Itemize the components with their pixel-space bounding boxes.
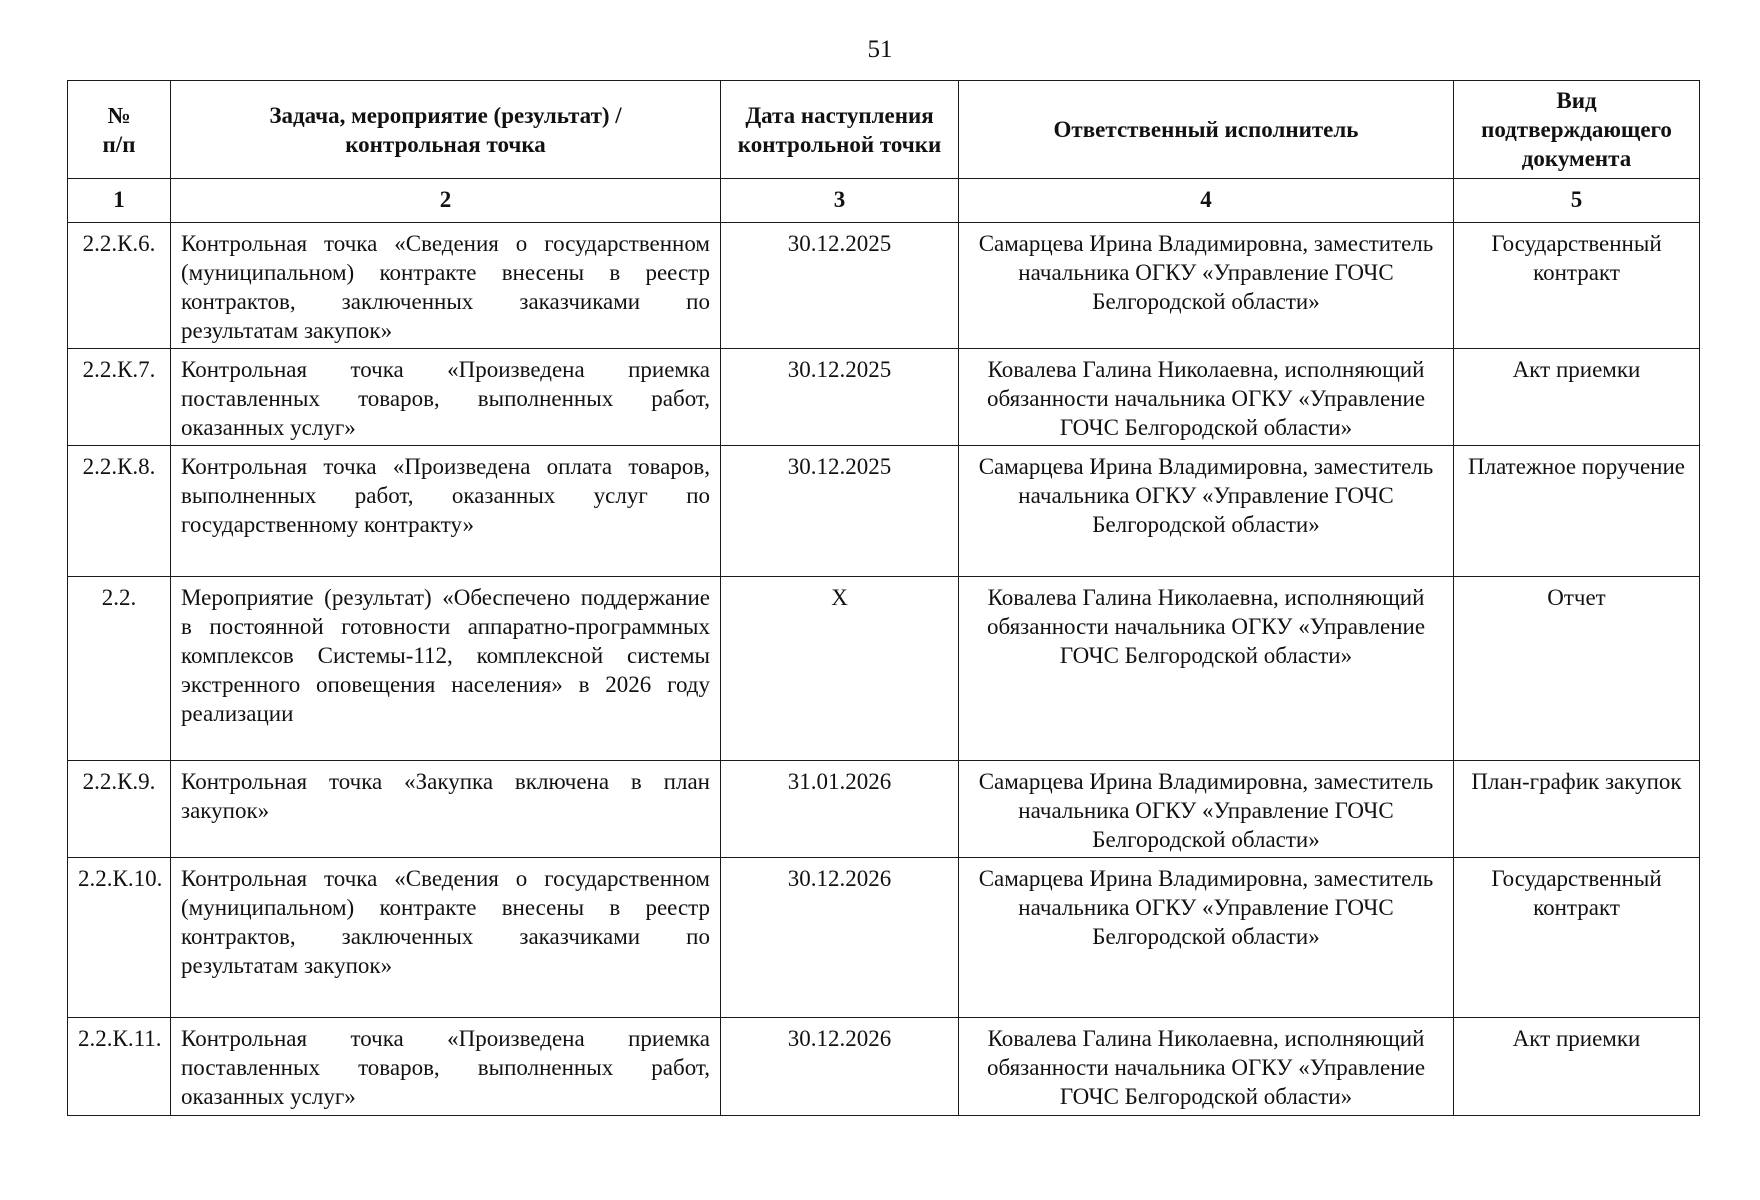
row-task: Мероприятие (результат) «Обеспечено поддержание в постоянной готовности аппаратно-программных комплексов Системы-112, комплексной системы экстренного оповещения населения» в 2026 году реализации: [171, 577, 721, 761]
row-responsible: Ковалева Галина Николаевна, исполняющий обязанности начальника ОГКУ «Управление ГОЧС Белгородской области»: [959, 1018, 1454, 1116]
page-number: 51: [867, 36, 893, 63]
row-date: 30.12.2025: [721, 446, 959, 577]
row-document: Платежное поручение: [1454, 446, 1700, 577]
row-responsible: Ковалева Галина Николаевна, исполняющий обязанности начальника ОГКУ «Управление ГОЧС Белгородской области»: [959, 577, 1454, 761]
row-responsible: Самарцева Ирина Владимировна, заместитель начальника ОГКУ «Управление ГОЧС Белгородской области»: [959, 446, 1454, 577]
header-num-label: № п/п: [102, 102, 136, 157]
header-responsible: [959, 81, 1454, 179]
header-date-label: Дата наступления контрольной точки: [737, 102, 942, 157]
row-document: Государственный контракт: [1454, 858, 1700, 1018]
row-number: 2.2.К.7.: [68, 349, 171, 446]
row-number: 2.2.К.11.: [68, 1018, 171, 1116]
table-row: [68, 223, 1700, 349]
header-num: [68, 81, 171, 179]
row-number: 2.2.К.6.: [68, 223, 171, 349]
row-document: Государственный контракт: [1454, 223, 1700, 349]
row-task: Контрольная точка «Закупка включена в план закупок»: [171, 761, 721, 858]
row-date: 31.01.2026: [721, 761, 959, 858]
control-points-table: [67, 80, 1700, 1116]
table-row: [68, 1018, 1700, 1116]
row-responsible: Самарцева Ирина Владимировна, заместитель начальника ОГКУ «Управление ГОЧС Белгородской области»: [959, 761, 1454, 858]
column-number: 2: [171, 179, 721, 223]
row-number: 2.2.: [68, 577, 171, 761]
table-row: [68, 446, 1700, 577]
column-number: 4: [959, 179, 1454, 223]
row-date: 30.12.2025: [721, 349, 959, 446]
row-document: Акт приемки: [1454, 349, 1700, 446]
row-task: Контрольная точка «Произведена приемка поставленных товаров, выполненных работ, оказанных услуг»: [171, 1018, 721, 1116]
row-task: Контрольная точка «Произведена оплата товаров, выполненных работ, оказанных услуг по государственному контракту»: [171, 446, 721, 577]
column-number-row: [68, 179, 1700, 223]
row-task: Контрольная точка «Сведения о государственном (муниципальном) контракте внесены в реестр контрактов, заключенных заказчиками по результатам закупок»: [171, 858, 721, 1018]
column-number: 1: [68, 179, 171, 223]
row-responsible: Ковалева Галина Николаевна, исполняющий обязанности начальника ОГКУ «Управление ГОЧС Белгородской области»: [959, 349, 1454, 446]
header-task: [171, 81, 721, 179]
table-row: [68, 349, 1700, 446]
header-responsible-label: Ответственный исполнитель: [1053, 117, 1359, 142]
table-row: [68, 577, 1700, 761]
row-number: 2.2.К.10.: [68, 858, 171, 1018]
row-task: Контрольная точка «Произведена приемка поставленных товаров, выполненных работ, оказанных услуг»: [171, 349, 721, 446]
column-number: 5: [1454, 179, 1700, 223]
row-number: 2.2.К.9.: [68, 761, 171, 858]
row-date: X: [721, 577, 959, 761]
row-date: 30.12.2025: [721, 223, 959, 349]
header-task-label: Задача, мероприятие (результат) / контрольная точка: [269, 102, 622, 157]
header-document-label: Вид подтверждающего документа: [1481, 88, 1672, 171]
table-row: [68, 858, 1700, 1018]
row-responsible: Самарцева Ирина Владимировна, заместитель начальника ОГКУ «Управление ГОЧС Белгородской области»: [959, 858, 1454, 1018]
row-responsible: Самарцева Ирина Владимировна, заместитель начальника ОГКУ «Управление ГОЧС Белгородской области»: [959, 223, 1454, 349]
row-task: Контрольная точка «Сведения о государственном (муниципальном) контракте внесены в реестр контрактов, заключенных заказчиками по результатам закупок»: [171, 223, 721, 349]
row-number: 2.2.К.8.: [68, 446, 171, 577]
row-document: Отчет: [1454, 577, 1700, 761]
row-date: 30.12.2026: [721, 858, 959, 1018]
header-date: [721, 81, 959, 179]
row-date: 30.12.2026: [721, 1018, 959, 1116]
row-document: Акт приемки: [1454, 1018, 1700, 1116]
table-row: [68, 761, 1700, 858]
row-document: План-график закупок: [1454, 761, 1700, 858]
header-row: [68, 81, 1700, 179]
column-number: 3: [721, 179, 959, 223]
header-document: [1454, 81, 1700, 179]
